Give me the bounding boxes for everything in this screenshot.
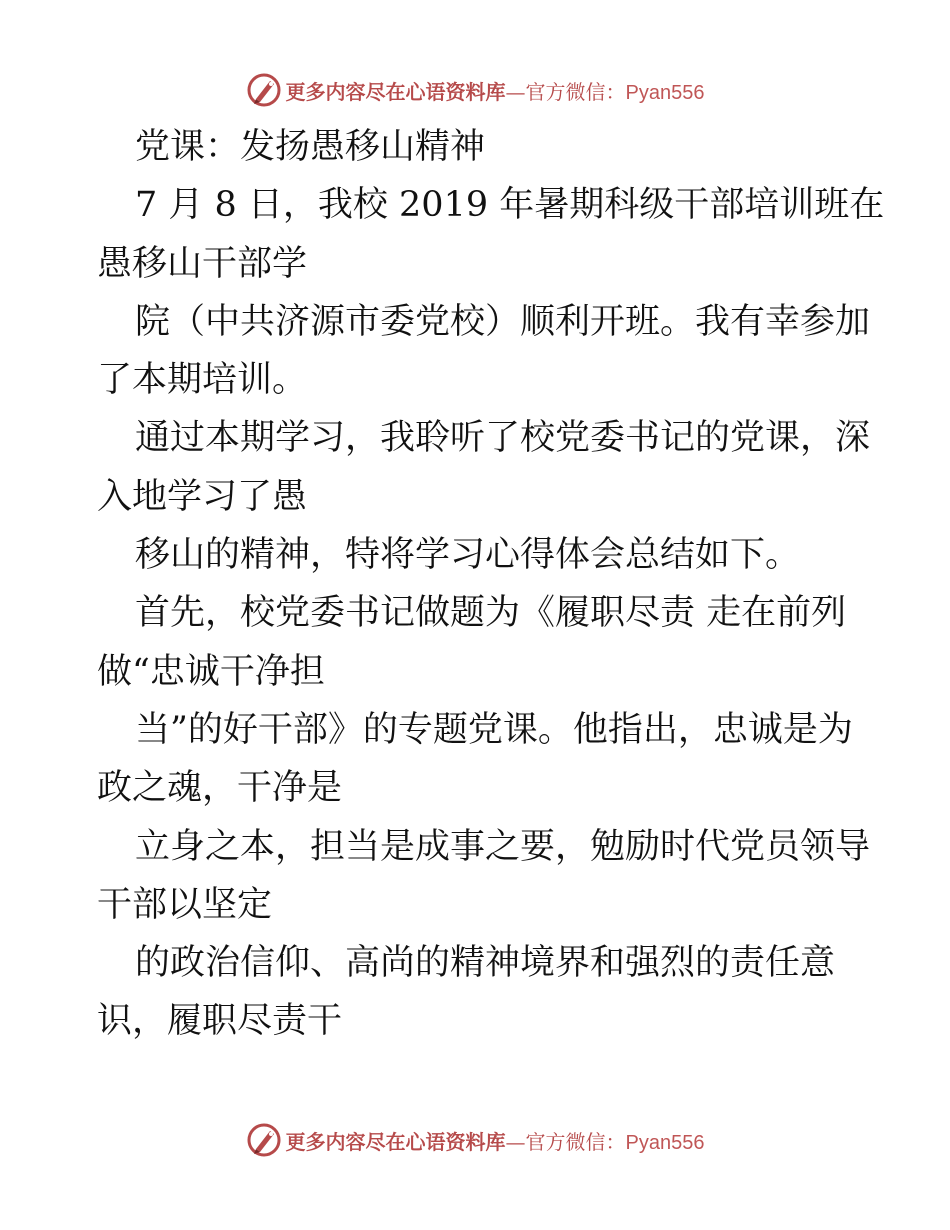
footer-watermark [0, 1120, 950, 1160]
watermark-text [286, 76, 705, 105]
text-line: 识，履职尽责干 [97, 1001, 343, 1042]
text-line: 做“忠诚干净担 [97, 651, 325, 692]
text-line: 干部以坚定 [97, 884, 273, 925]
text-line: 的政治信仰、高尚的精神境界和强烈的责任意 [135, 943, 836, 984]
text-line: 院（中共济源市委党校）顺利开班。我有幸参加 [135, 301, 871, 342]
text-line: 通过本期学习，我聆听了校党委书记的党课，深 [135, 418, 871, 459]
watermark-main: 更多内容尽在心语资料库 [285, 1129, 506, 1154]
header-watermark [0, 70, 950, 110]
watermark-separator: — [505, 79, 526, 104]
text-line: 首先，校党委书记做题为《履职尽责 走在前列 [135, 593, 847, 634]
watermark-official: 官方微信： [525, 1129, 626, 1154]
text-line: 当”的好干部》的专题党课。他指出，忠诚是为 [135, 709, 853, 750]
watermark-handle: Pyan556 [625, 81, 705, 104]
watermark-text [286, 1126, 705, 1155]
watermark-separator: — [505, 1129, 526, 1154]
text-line: 7 月 8 日，我校 2019 年暑期科级干部培训班在 [135, 185, 885, 226]
text-line: 了本期培训。 [97, 360, 308, 401]
watermark-official: 官方微信： [525, 79, 626, 104]
text-line: 立身之本，担当是成事之要，勉励时代党员领导 [135, 826, 871, 867]
text-line: 入地学习了愚 [97, 476, 308, 517]
watermark-handle: Pyan556 [625, 1131, 705, 1154]
text-line: 党课：发扬愚移山精神 [135, 127, 486, 167]
pen-logo-icon [246, 72, 282, 108]
text-line: 政之魂，干净是 [97, 768, 343, 809]
text-line: 愚移山干部学 [97, 243, 308, 284]
text-line: 移山的精神，特将学习心得体会总结如下。 [135, 535, 801, 576]
document-body [97, 118, 885, 1051]
watermark-main: 更多内容尽在心语资料库 [285, 79, 506, 104]
pen-logo-icon [246, 1122, 282, 1158]
